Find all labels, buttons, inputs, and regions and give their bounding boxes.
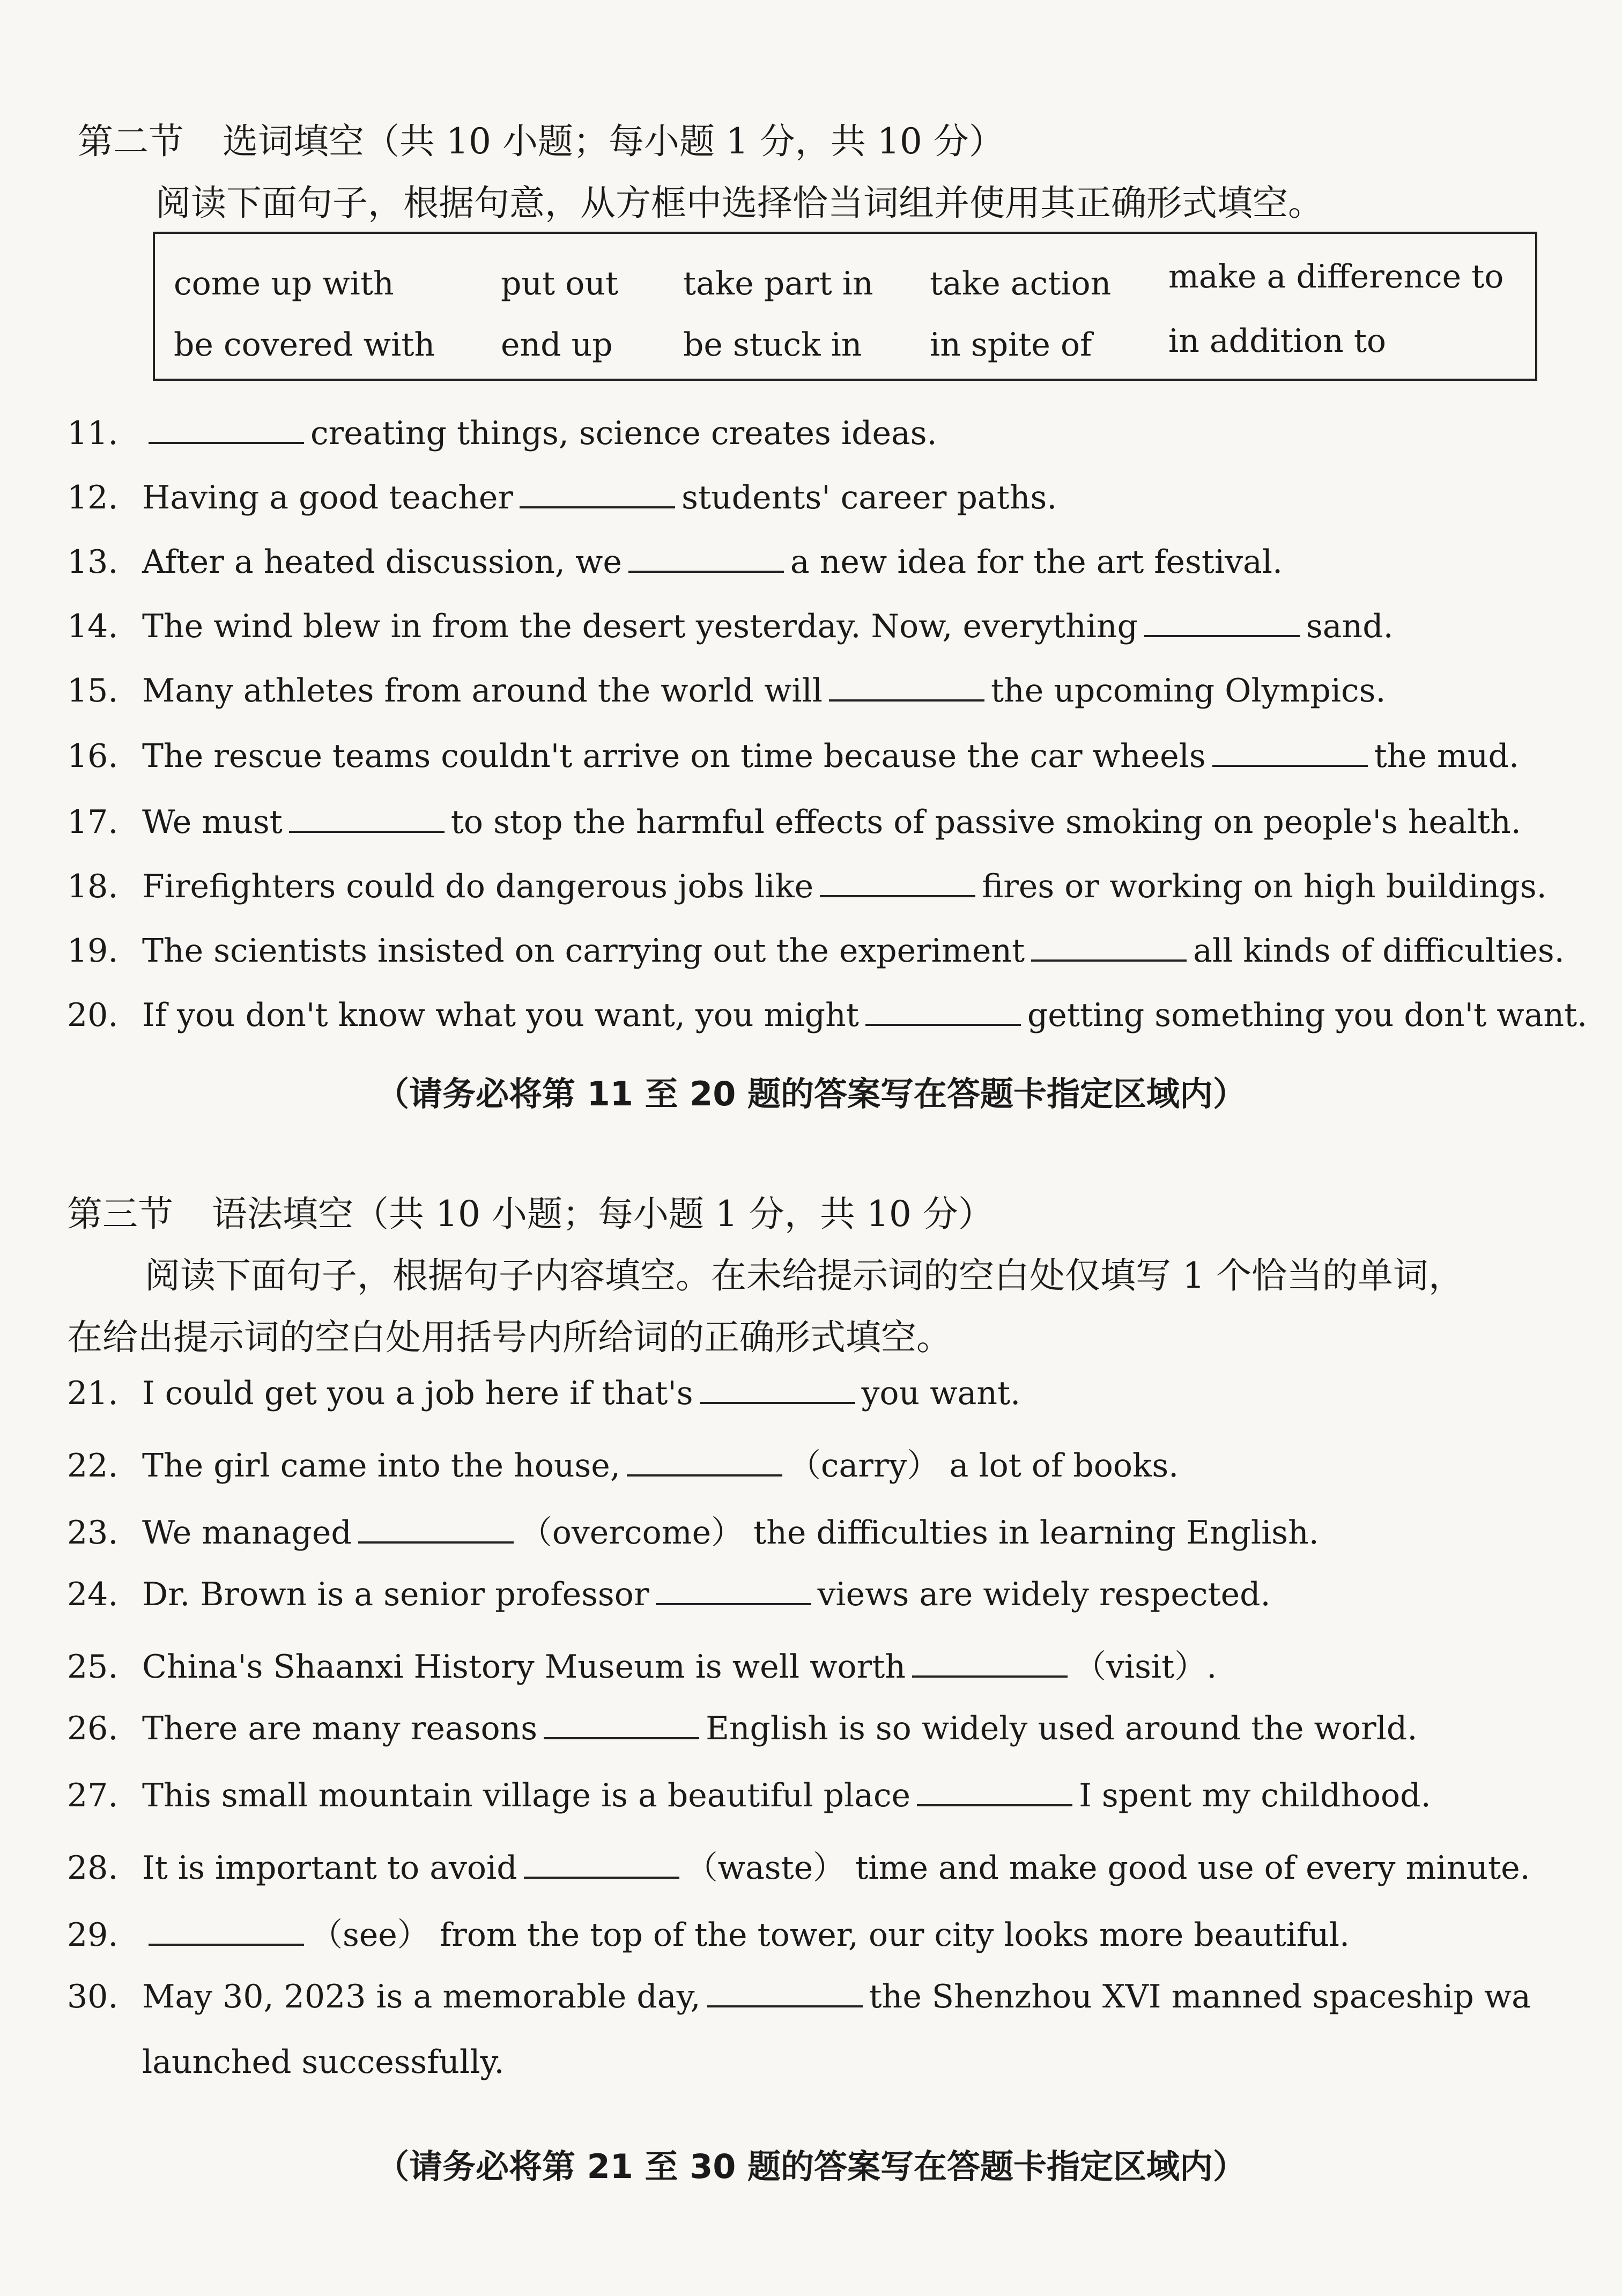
question-16: 16. The rescue teams couldn't arrive on time because the car wheels the mud. bbox=[67, 736, 1519, 775]
section2-heading: 第二节 bbox=[78, 121, 184, 162]
word-option: take action bbox=[930, 265, 1112, 302]
answer-blank[interactable] bbox=[912, 1647, 1068, 1678]
answer-blank[interactable] bbox=[628, 542, 784, 573]
word-option: end up bbox=[501, 326, 613, 364]
question-21: 21. I could get you a job here if that's you want. bbox=[67, 1373, 1020, 1412]
answer-blank[interactable] bbox=[627, 1445, 782, 1476]
question-11: 11. creating things, science creates ideas. bbox=[67, 413, 937, 452]
question-29: 29. （see） from the top of the tower, our city looks more beautiful. bbox=[67, 1909, 1350, 1955]
word-option: be covered with bbox=[174, 326, 435, 364]
question-14: 14. The wind blew in from the desert yesterday. Now, everything sand. bbox=[67, 606, 1394, 645]
answer-blank[interactable] bbox=[829, 670, 984, 702]
answer-blank[interactable] bbox=[524, 1848, 679, 1879]
section2-title: 选词填空（共 10 小题；每小题 1 分，共 10 分） bbox=[223, 121, 1004, 162]
question-26: 26. There are many reasons English is so widely used around the world. bbox=[67, 1708, 1417, 1747]
word-option: in addition to bbox=[1168, 322, 1387, 360]
answer-blank[interactable] bbox=[1212, 736, 1368, 767]
answer-blank[interactable] bbox=[358, 1512, 514, 1544]
section3-header bbox=[67, 1185, 994, 1236]
answer-blank[interactable] bbox=[520, 477, 675, 508]
section2-instruction: 阅读下面句子，根据句意，从方框中选择恰当词组并使用其正确形式填空。 bbox=[155, 182, 1323, 224]
question-28: 28. It is important to avoid （waste） time and make good use of every minute. bbox=[67, 1842, 1530, 1888]
word-option: put out bbox=[501, 265, 619, 302]
section2-answer-note: （请务必将第 11 至 20 题的答案写在答题卡指定区域内） bbox=[376, 1074, 1246, 1113]
question-30: 30. May 30, 2023 is a memorable day, the Shenzhou XVI manned spaceship wa bbox=[67, 1976, 1531, 2016]
question-19: 19. The scientists insisted on carrying out the experiment all kinds of difficulties. bbox=[67, 931, 1565, 970]
answer-blank[interactable] bbox=[700, 1373, 855, 1404]
question-23: 23. We managed （overcome） the difficulties in learning English. bbox=[67, 1507, 1319, 1553]
answer-blank[interactable] bbox=[1031, 931, 1187, 962]
answer-blank[interactable] bbox=[149, 413, 304, 444]
word-option: take part in bbox=[683, 265, 873, 302]
question-24: 24. Dr. Brown is a senior professor views are widely respected. bbox=[67, 1574, 1271, 1613]
answer-blank[interactable] bbox=[656, 1574, 811, 1605]
word-box bbox=[153, 232, 1537, 381]
question-30-line2: launched successfully. bbox=[142, 2043, 505, 2081]
answer-blank[interactable] bbox=[1144, 606, 1300, 637]
question-13: 13. After a heated discussion, we a new idea for the art festival. bbox=[67, 542, 1283, 581]
section3-answer-note: （请务必将第 21 至 30 题的答案写在答题卡指定区域内） bbox=[376, 2147, 1246, 2186]
word-option: make a difference to bbox=[1168, 258, 1504, 296]
answer-blank[interactable] bbox=[917, 1775, 1072, 1806]
section3-instruction-line2: 在给出提示词的空白处用括号内所给词的正确形式填空。 bbox=[67, 1317, 952, 1358]
question-17: 17. We must to stop the harmful effects of passive smoking on people's health. bbox=[67, 802, 1521, 841]
section3-instruction-line1: 阅读下面句子，根据句子内容填空。在未给提示词的空白处仅填写 1 个恰当的单词， bbox=[145, 1255, 1464, 1296]
question-12: 12. Having a good teacher students' career paths. bbox=[67, 477, 1057, 516]
section3-heading: 第三节 bbox=[67, 1193, 173, 1235]
question-22: 22. The girl came into the house, （carry） a lot of books. bbox=[67, 1440, 1179, 1486]
question-15: 15. Many athletes from around the world will the upcoming Olympics. bbox=[67, 670, 1386, 710]
answer-blank[interactable] bbox=[289, 802, 445, 833]
question-27: 27. This small mountain village is a beautiful place I spent my childhood. bbox=[67, 1775, 1431, 1814]
section2-header bbox=[78, 113, 1004, 164]
word-option: be stuck in bbox=[683, 326, 862, 364]
answer-blank[interactable] bbox=[707, 1976, 863, 2007]
answer-blank[interactable] bbox=[865, 995, 1021, 1026]
question-20: 20. If you don't know what you want, you might getting something you don't want. bbox=[67, 995, 1587, 1034]
answer-blank[interactable] bbox=[544, 1708, 699, 1739]
question-18: 18. Firefighters could do dangerous jobs like fires or working on high buildings. bbox=[67, 866, 1547, 905]
word-option: in spite of bbox=[930, 326, 1092, 364]
word-option: come up with bbox=[174, 265, 394, 302]
answer-blank[interactable] bbox=[820, 866, 975, 897]
question-25: 25. China's Shaanxi History Museum is well worth （visit）. bbox=[67, 1641, 1217, 1687]
answer-blank[interactable] bbox=[149, 1915, 304, 1946]
section3-title: 语法填空（共 10 小题；每小题 1 分，共 10 分） bbox=[212, 1193, 994, 1235]
